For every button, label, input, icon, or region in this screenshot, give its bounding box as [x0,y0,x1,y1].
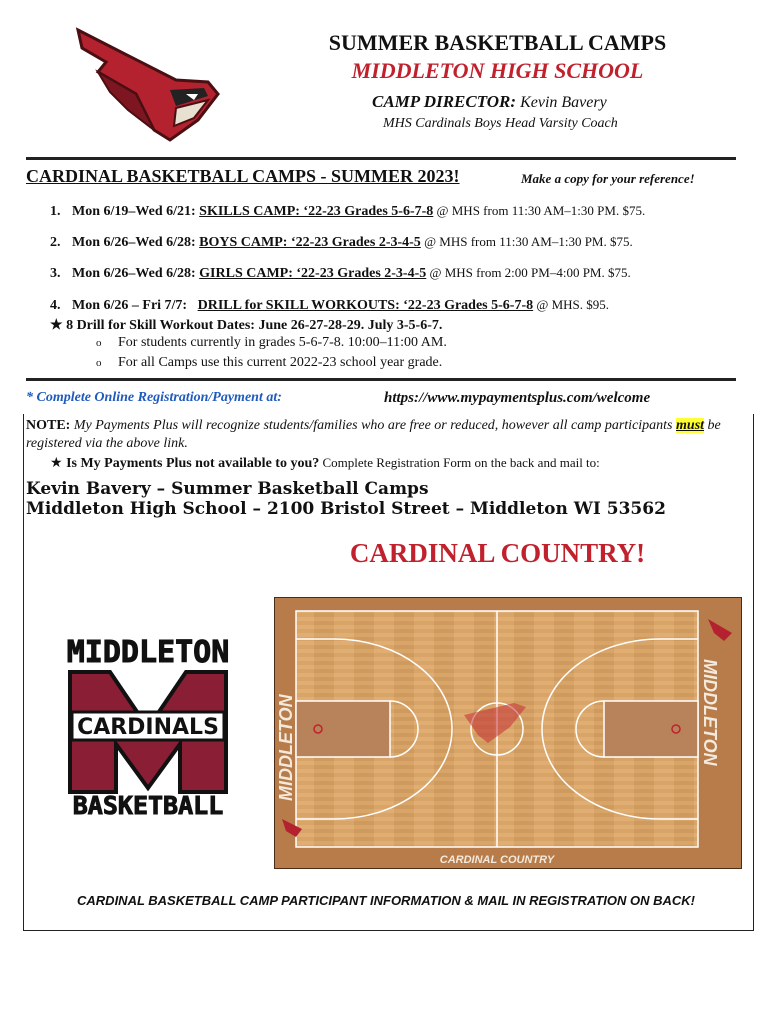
item-number: 1. [50,204,61,219]
item-number: 3. [50,266,61,281]
camp-dates: Mon 6/19–Wed 6/21: [72,204,200,219]
camp-item [50,203,645,220]
director-role: MHS Cardinals Boys Head Varsity Coach [383,116,618,131]
bullet-icon: o [96,357,102,369]
address-line-2: Middleton High School – 2100 Bristol Street – Middleton WI 53562 [26,499,666,519]
camp-item [50,265,631,282]
court-left-text: MIDDLETON [276,694,296,801]
director-name: Kevin Bavery [520,94,607,111]
camp-name: DRILL for SKILL WORKOUTS: ‘22-23 Grades 5-6-7-8 [197,298,534,313]
mpp-question-text: Is My Payments Plus not available to you? [66,456,320,471]
drill-dates-text: 8 Drill for Skill Workout Dates: June 26-27-28-29. July 3-5-6-7. [66,318,443,333]
slogan: CARDINAL COUNTRY! [349,538,646,568]
registration-label: * Complete Online Registration/Payment at: [26,390,282,405]
cardinal-head-logo [58,22,228,152]
page-title: SUMMER BASKETBALL CAMPS [328,30,667,55]
camp-dates: Mon 6/26–Wed 6/28: [72,235,200,250]
logo-top-text: MIDDLETON [66,635,230,670]
sub-item [96,335,447,351]
bullet-icon: o [96,337,102,349]
camp-where: @ MHS. $95. [533,297,610,312]
court-bottom-text: CARDINAL COUNTRY [439,854,555,866]
sub-item-text: For all Camps use this current 2022-23 school year grade. [118,355,443,370]
note-text: My Payments Plus will recognize students/families who are free or reduced, however all camp participants [70,418,677,433]
registration-link[interactable]: https://www.mypaymentsplus.com/welcome [384,390,651,406]
camp-item [50,297,609,314]
note-label: NOTE: [26,418,71,433]
sub-item-text: For students currently in grades 5-6-7-8. 10:00–11:00 AM. [118,335,447,350]
logo-middle-text: CARDINALS [77,715,219,740]
school-name: MIDDLETON HIGH SCHOOL [351,58,644,83]
camp-where: @ MHS from 11:30 AM–1:30 PM. $75. [433,203,646,218]
divider [26,157,736,160]
basketball-court-image [274,597,742,869]
middleton-m-logo [52,632,244,818]
camp-item [50,234,633,251]
mpp-question [50,455,600,472]
drill-dates [50,317,442,334]
divider [26,378,736,381]
camp-name: GIRLS CAMP: ‘22-23 Grades 2-3-4-5 [199,266,427,281]
camp-dates: Mon 6/26 – Fri 7/7: [72,298,198,313]
camp-where: @ MHS from 11:30 AM–1:30 PM. $75. [420,234,633,249]
camp-name: BOYS CAMP: ‘22-23 Grades 2-3-4-5 [199,235,421,250]
star-icon: ★ [50,456,63,471]
sub-item [96,355,442,371]
star-icon: ★ [50,318,63,333]
court-right-text: MIDDLETON [700,659,720,766]
note-highlight: must [676,418,705,433]
camp-where: @ MHS from 2:00 PM–4:00 PM. $75. [426,265,631,280]
note-text-end: be registered via the above link. [26,418,721,451]
camp-name: SKILLS CAMP: ‘22-23 Grades 5-6-7-8 [199,204,434,219]
camp-dates: Mon 6/26–Wed 6/28: [72,266,200,281]
item-number: 2. [50,235,61,250]
note [26,417,736,453]
footer-note: CARDINAL BASKETBALL CAMP PARTICIPANT INFORMATION & MAIL IN REGISTRATION ON BACK! [77,893,695,908]
item-number: 4. [50,298,61,313]
mpp-instruction: Complete Registration Form on the back and mail to: [319,455,600,470]
logo-bottom-text: BASKETBALL [72,791,224,818]
address-line-1: Kevin Bavery – Summer Basketball Camps [26,479,429,499]
section-title: CARDINAL BASKETBALL CAMPS - SUMMER 2023! [26,166,460,186]
camp-director [372,92,607,112]
director-label: CAMP DIRECTOR: [372,92,517,111]
section-note: Make a copy for your reference! [521,171,695,186]
